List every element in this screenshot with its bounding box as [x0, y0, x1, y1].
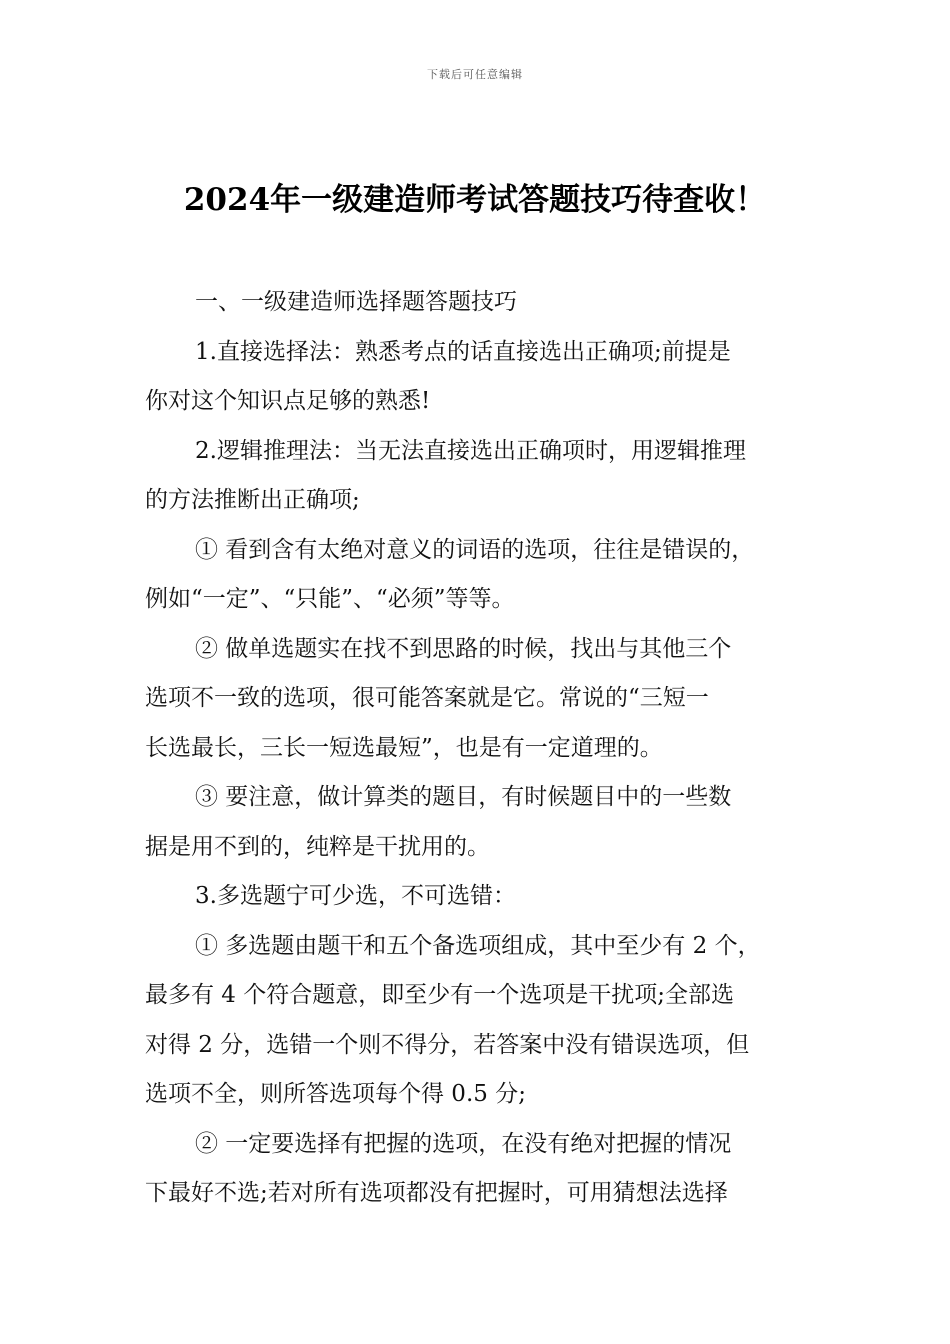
- section-heading: 一、一级建造师选择题答题技巧: [195, 289, 517, 315]
- paragraph-line: ③ 要注意，做计算类的题目，有时候题目中的一些数: [195, 784, 732, 810]
- paragraph-line: 的方法推断出正确项;: [145, 487, 360, 513]
- document-body: [145, 278, 810, 1219]
- paragraph-line: 对得 2 分，选错一个则不得分，若答案中没有错误选项，但: [145, 1031, 750, 1058]
- paragraph-line: 2.逻辑推理法：当无法直接选出正确项时，用逻辑推理: [195, 437, 746, 464]
- paragraph-line: 选项不全，则所答选项每个得 0.5 分;: [145, 1081, 526, 1107]
- paragraph-line: 下最好不选;若对所有选项都没有把握时，可用猜想法选择: [145, 1180, 728, 1206]
- paragraph-line: 3.多选题宁可少选，不可选错：: [195, 883, 516, 909]
- paragraph-line: ① 多选题由题干和五个备选项组成，其中至少有 2 个，: [195, 932, 761, 959]
- paragraph-line: 你对这个知识点足够的熟悉!: [145, 388, 431, 414]
- paragraph-line: 长选最长，三长一短选最短”，也是有一定道理的。: [145, 734, 663, 761]
- paragraph-line: 1.直接选择法：熟悉考点的话直接选出正确项;前提是: [195, 338, 731, 365]
- header-note: 下载后可任意编辑: [427, 68, 523, 81]
- paragraph-line: ② 一定要选择有把握的选项，在没有绝对把握的情况: [195, 1130, 732, 1157]
- paragraph-line: ② 做单选题实在找不到思路的时候，找出与其他三个: [195, 635, 732, 662]
- paragraph-line: 最多有 4 个符合题意，即至少有一个选项是干扰项;全部选: [145, 982, 735, 1008]
- document-title: 2024年一级建造师考试答题技巧待查收！: [183, 182, 767, 218]
- paragraph-line: 据是用不到的，纯粹是干扰用的。: [145, 833, 490, 860]
- paragraph-line: 选项不一致的选项，很可能答案就是它。常说的“三短一: [145, 685, 709, 711]
- paragraph-line: 例如“一定”、“只能”、“必须”等等。: [145, 586, 515, 612]
- paragraph-line: ① 看到含有太绝对意义的词语的选项，往往是错误的，: [195, 536, 755, 563]
